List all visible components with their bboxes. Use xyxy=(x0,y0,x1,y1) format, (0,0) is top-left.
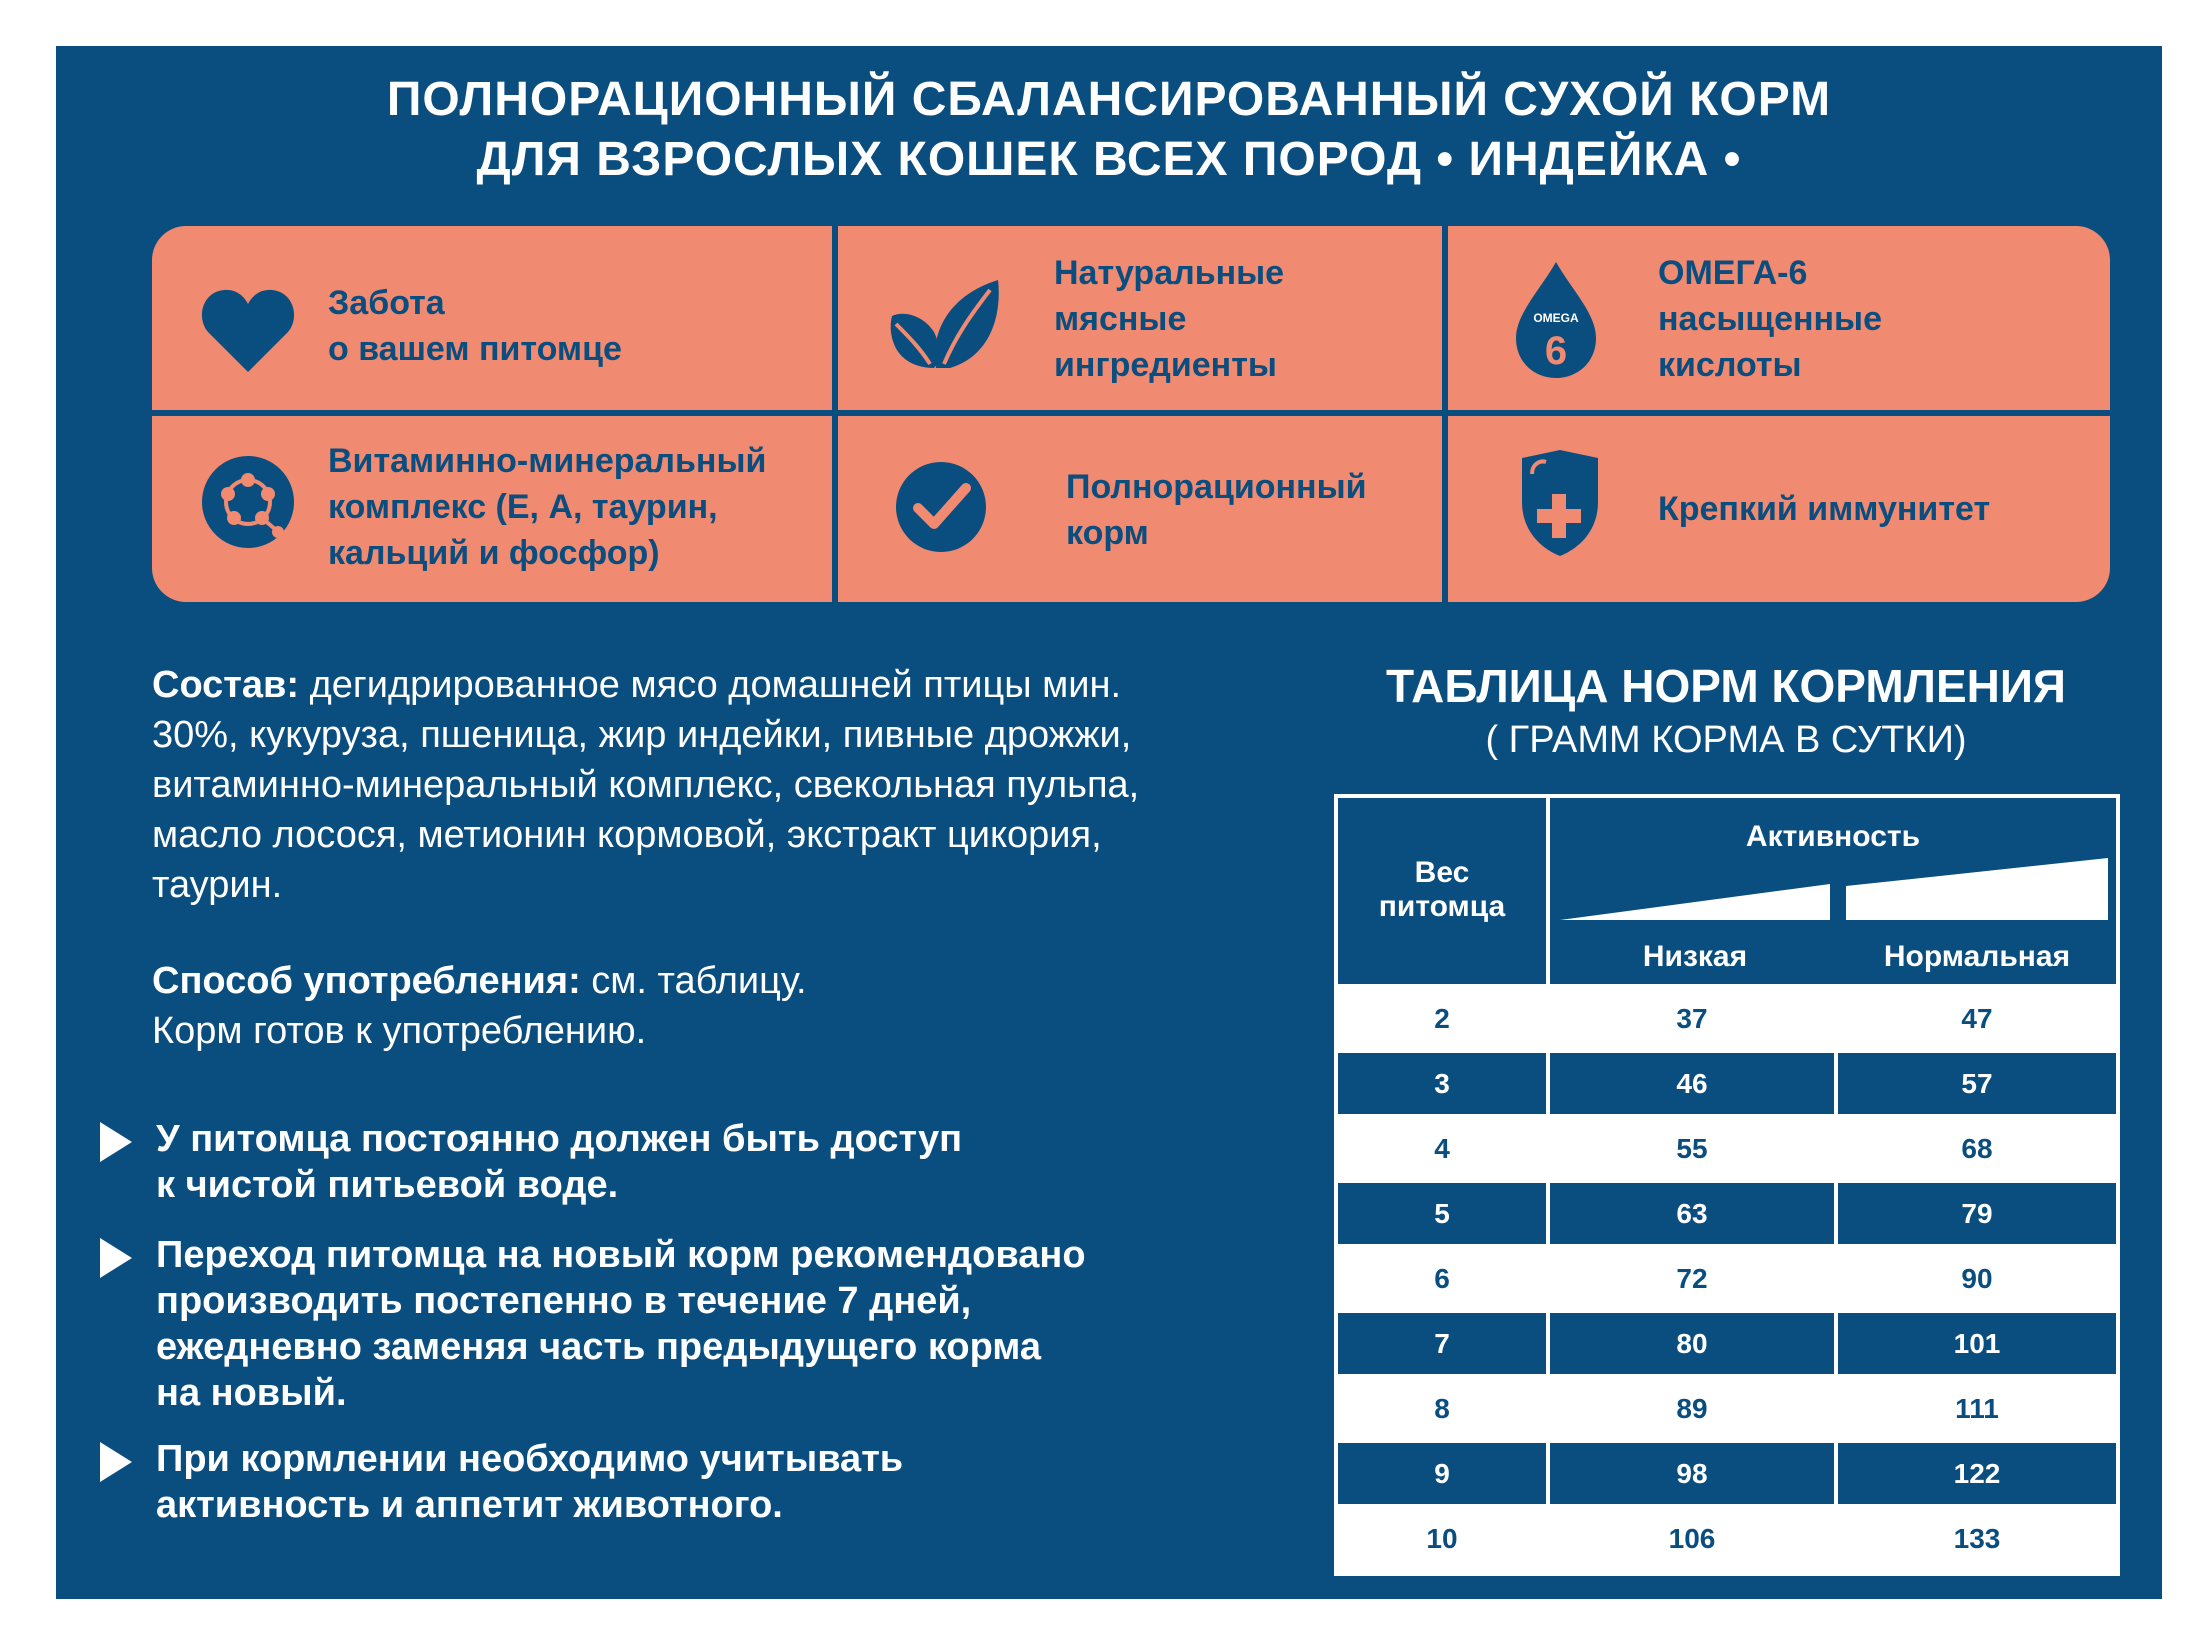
triangle-bullet-icon xyxy=(100,1442,132,1482)
cell-low: 72 xyxy=(1550,1248,1834,1309)
leaves-icon xyxy=(886,276,1002,372)
header-weight-cell xyxy=(1338,798,1546,984)
features-grid xyxy=(152,226,2110,602)
cell-weight: 9 xyxy=(1338,1443,1546,1504)
header-normal: Нормальная xyxy=(1883,940,2071,973)
table-row xyxy=(1334,1443,2120,1504)
cell-low: 106 xyxy=(1550,1508,1834,1569)
header-activity-cell xyxy=(1550,798,2116,984)
feature-text-vitamins: Витаминно-минеральный комплекс (Е, А, таурин, кальций и фосфор) xyxy=(328,442,767,572)
page-title xyxy=(56,70,2162,190)
feeding-table xyxy=(1334,794,2120,1576)
cell-weight: 3 xyxy=(1338,1053,1546,1114)
feature-text-natural: Натуральные мясные ингредиенты xyxy=(1054,254,1285,384)
usage-ready: Корм готов к употреблению. xyxy=(152,1010,647,1052)
cell-normal: 90 xyxy=(1838,1248,2116,1309)
table-row xyxy=(1334,1508,2120,1569)
cell-low: 46 xyxy=(1550,1053,1834,1114)
cell-normal: 57 xyxy=(1838,1053,2116,1114)
table-row xyxy=(1334,1313,2120,1374)
cell-low: 89 xyxy=(1550,1378,1834,1439)
cell-weight: 6 xyxy=(1338,1248,1546,1309)
cell-weight: 10 xyxy=(1338,1508,1546,1569)
bullet-text: Переход питомца на новый корм рекомендовано производить постепенно в течение 7 дней, ежедневно заменяя часть предыдущего корма на новый. xyxy=(156,1234,1086,1414)
cell-low: 37 xyxy=(1550,988,1834,1049)
cell-weight: 5 xyxy=(1338,1183,1546,1244)
low-activity-wedge-icon xyxy=(1560,882,1830,922)
usage-body: см. таблицу. xyxy=(580,960,807,1002)
table-row xyxy=(1334,1248,2120,1309)
table-row xyxy=(1334,1053,2120,1114)
feature-text-immunity: Крепкий иммунитет xyxy=(1658,490,1991,528)
feature-text-complete: Полнорационный корм xyxy=(1066,468,1367,552)
title-line-2: ДЛЯ ВЗРОСЛЫХ КОШЕК ВСЕХ ПОРОД • ИНДЕЙКА • xyxy=(476,133,1742,186)
molecule-icon xyxy=(200,454,296,550)
cell-normal: 122 xyxy=(1838,1443,2116,1504)
table-row xyxy=(1334,988,2120,1049)
cell-normal: 68 xyxy=(1838,1118,2116,1179)
omega-number: 6 xyxy=(1544,329,1568,373)
cell-normal: 101 xyxy=(1838,1313,2116,1374)
cell-low: 80 xyxy=(1550,1313,1834,1374)
title-line-1: ПОЛНОРАЦИОННЫЙ СБАЛАНСИРОВАННЫЙ СУХОЙ КОРМ xyxy=(386,73,1832,126)
cell-low: 55 xyxy=(1550,1118,1834,1179)
cell-normal: 111 xyxy=(1838,1378,2116,1439)
triangle-bullet-icon xyxy=(100,1122,132,1162)
usage-label: Способ употребления: xyxy=(152,960,581,1002)
triangle-bullet-icon xyxy=(100,1238,132,1278)
table-row xyxy=(1334,1118,2120,1179)
normal-activity-wedge-icon xyxy=(1846,856,2108,922)
cell-weight: 7 xyxy=(1338,1313,1546,1374)
omega-label: OMEGA xyxy=(1533,311,1579,325)
checkmark-icon xyxy=(894,460,988,554)
cell-weight: 8 xyxy=(1338,1378,1546,1439)
header-low: Низкая xyxy=(1642,940,1748,973)
table-title: ТАБЛИЦА НОРМ КОРМЛЕНИЯ xyxy=(1385,660,2066,712)
feature-text-omega: ОМЕГА-6 насыщенные кислоты xyxy=(1658,254,1883,384)
bullet-text: При кормлении необходимо учитывать активность и аппетит животного. xyxy=(156,1438,904,1526)
cell-normal: 133 xyxy=(1838,1508,2116,1569)
table-row xyxy=(1334,1183,2120,1244)
table-header xyxy=(1334,794,2120,988)
cell-low: 98 xyxy=(1550,1443,1834,1504)
grid-divider xyxy=(152,410,2110,416)
feature-text-care: Забота о вашем питомце xyxy=(328,284,622,368)
bullet-text: У питомца постоянно должен быть доступ к чистой питьевой воде. xyxy=(156,1118,963,1206)
table-row xyxy=(1334,1378,2120,1439)
cell-weight: 4 xyxy=(1338,1118,1546,1179)
cell-normal: 47 xyxy=(1838,988,2116,1049)
omega-drop-icon xyxy=(1512,260,1600,380)
cell-normal: 79 xyxy=(1838,1183,2116,1244)
composition-label: Состав: xyxy=(152,664,300,706)
header-activity: Активность xyxy=(1745,820,1921,853)
shield-cross-icon xyxy=(1518,448,1602,558)
cell-low: 63 xyxy=(1550,1183,1834,1244)
cell-weight: 2 xyxy=(1338,988,1546,1049)
composition-text xyxy=(152,660,1212,910)
header-weight: Вес питомца xyxy=(1378,856,1506,923)
composition-body: дегидрированное мясо домашней птицы мин. 30%, кукуруза, пшеница, жир индейки, пивные дрожжи, витаминно-минеральный комплекс, свекольная пульпа, масло лосося, метионин кормовой, экстракт цикория, таурин. xyxy=(152,664,1140,906)
usage-text xyxy=(152,956,1152,1056)
info-panel xyxy=(56,46,2162,1599)
heart-icon xyxy=(200,286,296,376)
table-subtitle: ( ГРАММ КОРМА В СУТКИ) xyxy=(1485,719,1967,761)
